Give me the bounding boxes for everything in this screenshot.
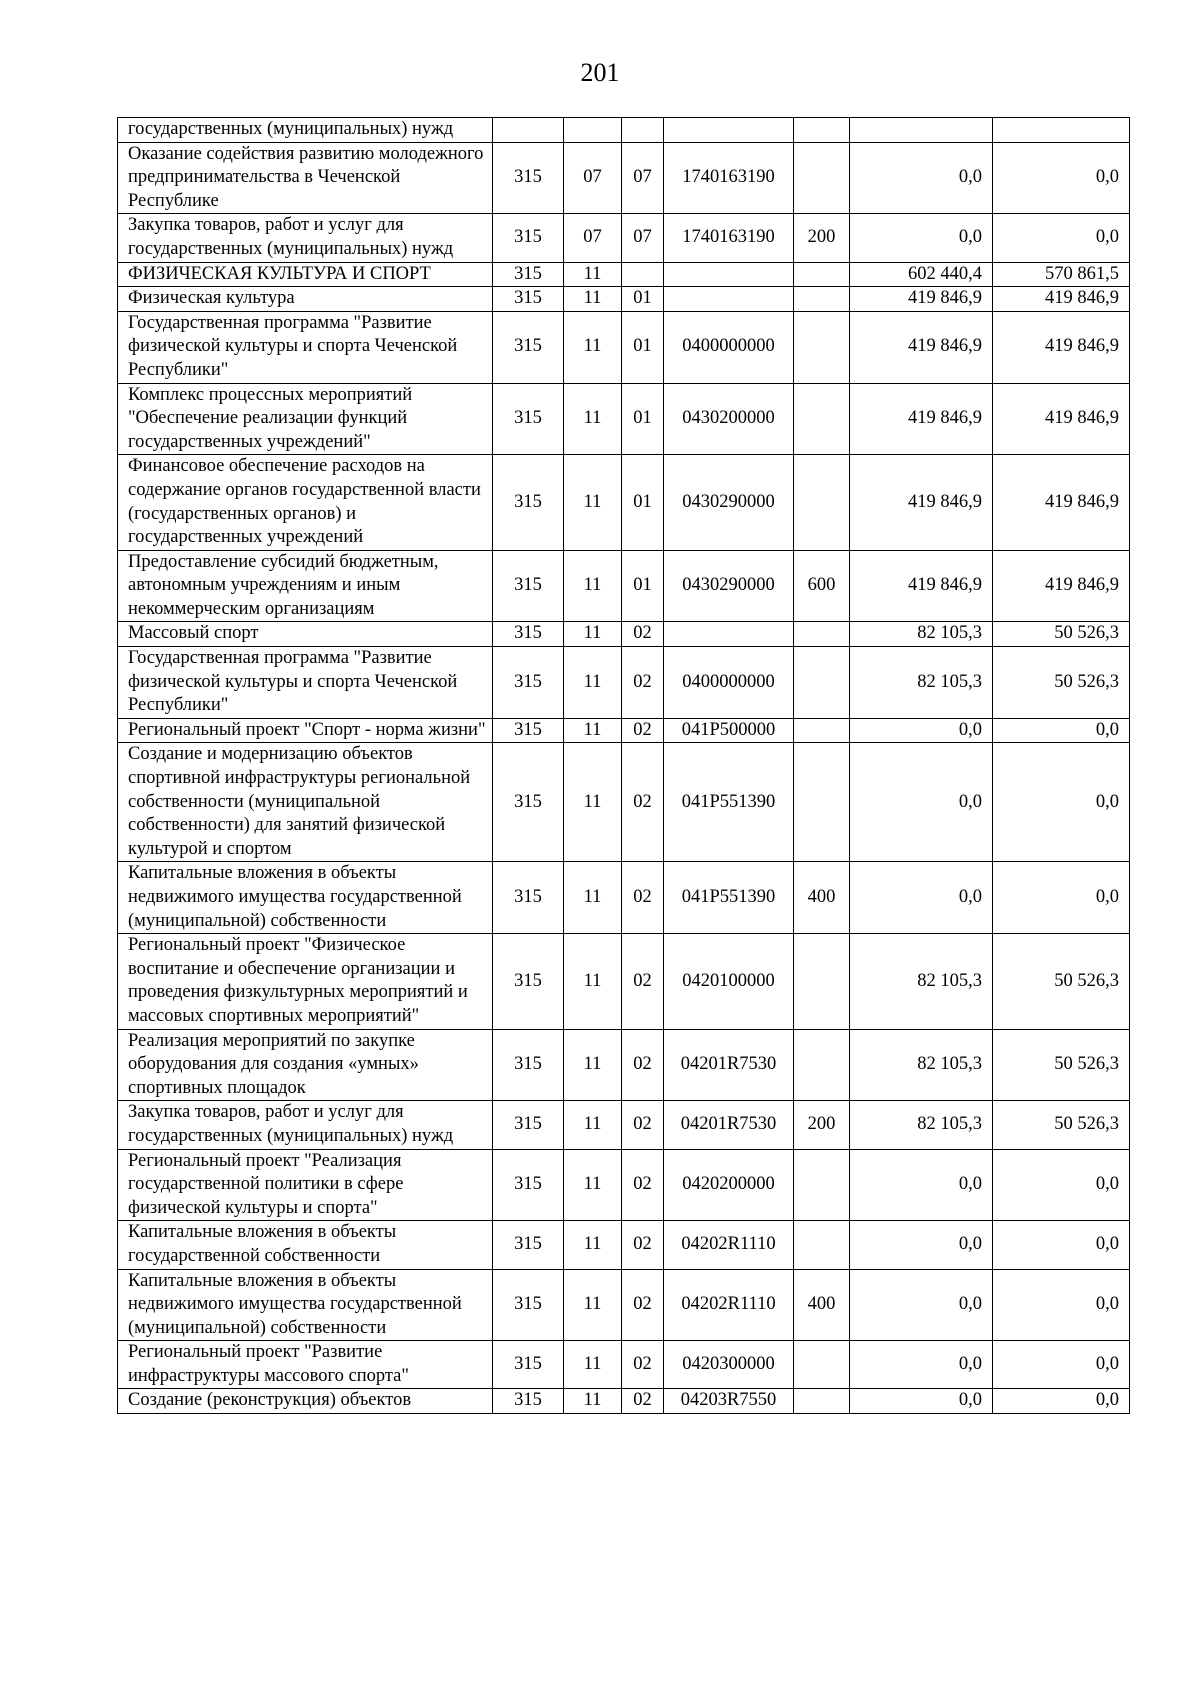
table-row — [118, 311, 1130, 383]
subsection-code-cell: 02 — [622, 1101, 664, 1149]
ministry-code-cell: 315 — [493, 550, 564, 622]
amount-year1-cell: 0,0 — [850, 142, 993, 214]
target-article-cell: 0430200000 — [664, 383, 794, 455]
amount-year2-cell: 0,0 — [993, 1341, 1130, 1389]
section-code-cell: 11 — [564, 934, 622, 1029]
table-row — [118, 1389, 1130, 1414]
subsection-code-cell: 01 — [622, 455, 664, 550]
section-code-cell: 11 — [564, 743, 622, 862]
subsection-code-cell — [622, 262, 664, 287]
table-row — [118, 550, 1130, 622]
subsection-code-cell: 02 — [622, 1341, 664, 1389]
section-code-cell: 11 — [564, 311, 622, 383]
amount-year2-cell: 0,0 — [993, 862, 1130, 934]
amount-year2-cell: 50 526,3 — [993, 647, 1130, 719]
expense-type-cell: 200 — [794, 214, 850, 262]
target-article-cell: 1740163190 — [664, 142, 794, 214]
table-row — [118, 383, 1130, 455]
section-code-cell: 11 — [564, 862, 622, 934]
amount-year2-cell: 419 846,9 — [993, 455, 1130, 550]
expense-name-cell: Закупка товаров, работ и услуг для государственных (муниципальных) нужд — [118, 1101, 493, 1149]
expense-type-cell — [794, 142, 850, 214]
amount-year2-cell: 419 846,9 — [993, 550, 1130, 622]
ministry-code-cell: 315 — [493, 1101, 564, 1149]
amount-year1-cell: 82 105,3 — [850, 1029, 993, 1101]
ministry-code-cell: 315 — [493, 455, 564, 550]
table-row — [118, 647, 1130, 719]
subsection-code-cell — [622, 118, 664, 143]
amount-year2-cell: 0,0 — [993, 142, 1130, 214]
target-article-cell: 0420200000 — [664, 1149, 794, 1221]
expense-name-cell: Финансовое обеспечение расходов на содержание органов государственной власти (государственных органов) и государственных учреждений — [118, 455, 493, 550]
amount-year1-cell: 0,0 — [850, 1269, 993, 1341]
ministry-code-cell: 315 — [493, 1269, 564, 1341]
section-code-cell: 11 — [564, 1221, 622, 1269]
section-code-cell: 11 — [564, 1029, 622, 1101]
subsection-code-cell: 02 — [622, 1029, 664, 1101]
subsection-code-cell: 02 — [622, 1221, 664, 1269]
expense-name-cell: Региональный проект "Развитие инфраструктуры массового спорта" — [118, 1341, 493, 1389]
subsection-code-cell: 01 — [622, 287, 664, 312]
budget-table-body — [118, 118, 1130, 1414]
amount-year2-cell: 50 526,3 — [993, 934, 1130, 1029]
section-code-cell: 11 — [564, 1269, 622, 1341]
subsection-code-cell: 01 — [622, 550, 664, 622]
expense-name-cell: Региональный проект "Физическое воспитание и обеспечение организации и проведения физкультурных мероприятий и массовых спортивных мероприятий" — [118, 934, 493, 1029]
table-row — [118, 118, 1130, 143]
amount-year2-cell: 0,0 — [993, 1149, 1130, 1221]
amount-year2-cell: 0,0 — [993, 1389, 1130, 1414]
table-row — [118, 1101, 1130, 1149]
section-code-cell: 11 — [564, 1389, 622, 1414]
table-row — [118, 142, 1130, 214]
table-row — [118, 1221, 1130, 1269]
target-article-cell: 0400000000 — [664, 311, 794, 383]
table-row — [118, 862, 1130, 934]
amount-year2-cell: 0,0 — [993, 718, 1130, 743]
table-row — [118, 1149, 1130, 1221]
amount-year1-cell — [850, 118, 993, 143]
subsection-code-cell: 02 — [622, 743, 664, 862]
table-row — [118, 718, 1130, 743]
amount-year2-cell: 419 846,9 — [993, 383, 1130, 455]
expense-name-cell: Капитальные вложения в объекты недвижимого имущества государственной (муниципальной) собственности — [118, 862, 493, 934]
target-article-cell: 041P551390 — [664, 743, 794, 862]
amount-year1-cell: 419 846,9 — [850, 311, 993, 383]
expense-name-cell: Реализация мероприятий по закупке оборудования для создания «умных» спортивных площадок — [118, 1029, 493, 1101]
ministry-code-cell: 315 — [493, 1341, 564, 1389]
expense-type-cell — [794, 383, 850, 455]
expense-type-cell — [794, 743, 850, 862]
ministry-code-cell: 315 — [493, 1389, 564, 1414]
expense-type-cell — [794, 934, 850, 1029]
target-article-cell — [664, 622, 794, 647]
target-article-cell: 04202R1110 — [664, 1221, 794, 1269]
table-row — [118, 1029, 1130, 1101]
expense-type-cell — [794, 287, 850, 312]
amount-year1-cell: 0,0 — [850, 214, 993, 262]
expense-type-cell — [794, 1221, 850, 1269]
amount-year2-cell — [993, 118, 1130, 143]
amount-year2-cell: 0,0 — [993, 1269, 1130, 1341]
target-article-cell — [664, 262, 794, 287]
expense-name-cell: ФИЗИЧЕСКАЯ КУЛЬТУРА И СПОРТ — [118, 262, 493, 287]
expense-name-cell: Массовый спорт — [118, 622, 493, 647]
subsection-code-cell: 02 — [622, 862, 664, 934]
amount-year2-cell: 0,0 — [993, 1221, 1130, 1269]
expense-type-cell — [794, 718, 850, 743]
section-code-cell: 07 — [564, 142, 622, 214]
subsection-code-cell: 02 — [622, 718, 664, 743]
ministry-code-cell: 315 — [493, 311, 564, 383]
target-article-cell: 0400000000 — [664, 647, 794, 719]
expense-name-cell: государственных (муниципальных) нужд — [118, 118, 493, 143]
target-article-cell — [664, 287, 794, 312]
amount-year1-cell: 0,0 — [850, 862, 993, 934]
amount-year1-cell: 82 105,3 — [850, 1101, 993, 1149]
ministry-code-cell: 315 — [493, 647, 564, 719]
subsection-code-cell: 02 — [622, 934, 664, 1029]
target-article-cell: 0430290000 — [664, 550, 794, 622]
target-article-cell: 041P500000 — [664, 718, 794, 743]
ministry-code-cell: 315 — [493, 1221, 564, 1269]
table-row — [118, 1341, 1130, 1389]
expense-type-cell — [794, 1149, 850, 1221]
amount-year1-cell: 82 105,3 — [850, 647, 993, 719]
expense-name-cell: Создание и модернизацию объектов спортивной инфраструктуры региональной собственности (муниципальной собственности) для занятий физической культурой и спортом — [118, 743, 493, 862]
table-row — [118, 934, 1130, 1029]
target-article-cell: 0430290000 — [664, 455, 794, 550]
expense-type-cell — [794, 622, 850, 647]
amount-year1-cell: 419 846,9 — [850, 550, 993, 622]
section-code-cell: 11 — [564, 622, 622, 647]
expense-name-cell: Капитальные вложения в объекты недвижимого имущества государственной (муниципальной) собственности — [118, 1269, 493, 1341]
ministry-code-cell: 315 — [493, 142, 564, 214]
expense-name-cell: Капитальные вложения в объекты государственной собственности — [118, 1221, 493, 1269]
amount-year1-cell: 0,0 — [850, 1221, 993, 1269]
amount-year2-cell: 50 526,3 — [993, 1029, 1130, 1101]
target-article-cell: 04201R7530 — [664, 1029, 794, 1101]
section-code-cell: 11 — [564, 550, 622, 622]
ministry-code-cell: 315 — [493, 718, 564, 743]
amount-year2-cell: 0,0 — [993, 743, 1130, 862]
amount-year1-cell: 0,0 — [850, 1149, 993, 1221]
amount-year1-cell: 82 105,3 — [850, 934, 993, 1029]
amount-year1-cell: 419 846,9 — [850, 455, 993, 550]
expense-name-cell: Государственная программа "Развитие физической культуры и спорта Чеченской Республики" — [118, 647, 493, 719]
expense-name-cell: Комплекс процессных мероприятий "Обеспечение реализации функций государственных учреждений" — [118, 383, 493, 455]
target-article-cell: 04202R1110 — [664, 1269, 794, 1341]
expense-type-cell — [794, 1341, 850, 1389]
expense-type-cell: 600 — [794, 550, 850, 622]
table-row — [118, 743, 1130, 862]
expense-type-cell — [794, 262, 850, 287]
table-row — [118, 455, 1130, 550]
expense-name-cell: Создание (реконструкция) объектов — [118, 1389, 493, 1414]
ministry-code-cell: 315 — [493, 743, 564, 862]
target-article-cell: 0420100000 — [664, 934, 794, 1029]
amount-year2-cell: 419 846,9 — [993, 287, 1130, 312]
amount-year1-cell: 0,0 — [850, 743, 993, 862]
target-article-cell: 04203R7550 — [664, 1389, 794, 1414]
section-code-cell: 11 — [564, 718, 622, 743]
subsection-code-cell: 02 — [622, 1269, 664, 1341]
ministry-code-cell: 315 — [493, 934, 564, 1029]
expense-type-cell — [794, 311, 850, 383]
subsection-code-cell: 07 — [622, 214, 664, 262]
expense-type-cell — [794, 1029, 850, 1101]
expense-type-cell: 400 — [794, 862, 850, 934]
expense-name-cell: Государственная программа "Развитие физической культуры и спорта Чеченской Республики" — [118, 311, 493, 383]
ministry-code-cell: 315 — [493, 622, 564, 647]
amount-year1-cell: 419 846,9 — [850, 287, 993, 312]
page-number: 201 — [580, 58, 620, 87]
section-code-cell: 11 — [564, 647, 622, 719]
subsection-code-cell: 02 — [622, 1389, 664, 1414]
subsection-code-cell: 07 — [622, 142, 664, 214]
expense-type-cell — [794, 1389, 850, 1414]
table-row — [118, 214, 1130, 262]
ministry-code-cell: 315 — [493, 262, 564, 287]
expense-name-cell: Региональный проект "Спорт - норма жизни" — [118, 718, 493, 743]
expense-name-cell: Предоставление субсидий бюджетным, автономным учреждениям и иным некоммерческим организациям — [118, 550, 493, 622]
table-row — [118, 1269, 1130, 1341]
amount-year2-cell: 570 861,5 — [993, 262, 1130, 287]
target-article-cell: 0420300000 — [664, 1341, 794, 1389]
section-code-cell — [564, 118, 622, 143]
ministry-code-cell — [493, 118, 564, 143]
subsection-code-cell: 01 — [622, 311, 664, 383]
section-code-cell: 11 — [564, 455, 622, 550]
ministry-code-cell: 315 — [493, 1149, 564, 1221]
ministry-code-cell: 315 — [493, 214, 564, 262]
ministry-code-cell: 315 — [493, 862, 564, 934]
ministry-code-cell: 315 — [493, 383, 564, 455]
ministry-code-cell: 315 — [493, 287, 564, 312]
expense-type-cell: 200 — [794, 1101, 850, 1149]
amount-year2-cell: 419 846,9 — [993, 311, 1130, 383]
table-row — [118, 287, 1130, 312]
section-code-cell: 11 — [564, 1101, 622, 1149]
section-code-cell: 11 — [564, 383, 622, 455]
expense-name-cell: Оказание содействия развитию молодежного предпринимательства в Чеченской Республике — [118, 142, 493, 214]
amount-year2-cell: 0,0 — [993, 214, 1130, 262]
expense-type-cell — [794, 118, 850, 143]
section-code-cell: 11 — [564, 1149, 622, 1221]
subsection-code-cell: 02 — [622, 1149, 664, 1221]
expense-name-cell: Региональный проект "Реализация государственной политики в сфере физической культуры и спорта" — [118, 1149, 493, 1221]
table-row — [118, 622, 1130, 647]
subsection-code-cell: 01 — [622, 383, 664, 455]
target-article-cell: 041P551390 — [664, 862, 794, 934]
expense-type-cell — [794, 647, 850, 719]
expense-name-cell: Физическая культура — [118, 287, 493, 312]
amount-year2-cell: 50 526,3 — [993, 622, 1130, 647]
amount-year1-cell: 419 846,9 — [850, 383, 993, 455]
section-code-cell: 11 — [564, 262, 622, 287]
ministry-code-cell: 315 — [493, 1029, 564, 1101]
subsection-code-cell: 02 — [622, 622, 664, 647]
expense-type-cell: 400 — [794, 1269, 850, 1341]
target-article-cell — [664, 118, 794, 143]
expense-type-cell — [794, 455, 850, 550]
amount-year1-cell: 0,0 — [850, 1389, 993, 1414]
expense-name-cell: Закупка товаров, работ и услуг для государственных (муниципальных) нужд — [118, 214, 493, 262]
amount-year1-cell: 0,0 — [850, 1341, 993, 1389]
amount-year2-cell: 50 526,3 — [993, 1101, 1130, 1149]
target-article-cell: 04201R7530 — [664, 1101, 794, 1149]
section-code-cell: 11 — [564, 287, 622, 312]
amount-year1-cell: 602 440,4 — [850, 262, 993, 287]
subsection-code-cell: 02 — [622, 647, 664, 719]
amount-year1-cell: 82 105,3 — [850, 622, 993, 647]
amount-year1-cell: 0,0 — [850, 718, 993, 743]
section-code-cell: 07 — [564, 214, 622, 262]
section-code-cell: 11 — [564, 1341, 622, 1389]
table-row — [118, 262, 1130, 287]
target-article-cell: 1740163190 — [664, 214, 794, 262]
budget-table — [117, 117, 1130, 1414]
